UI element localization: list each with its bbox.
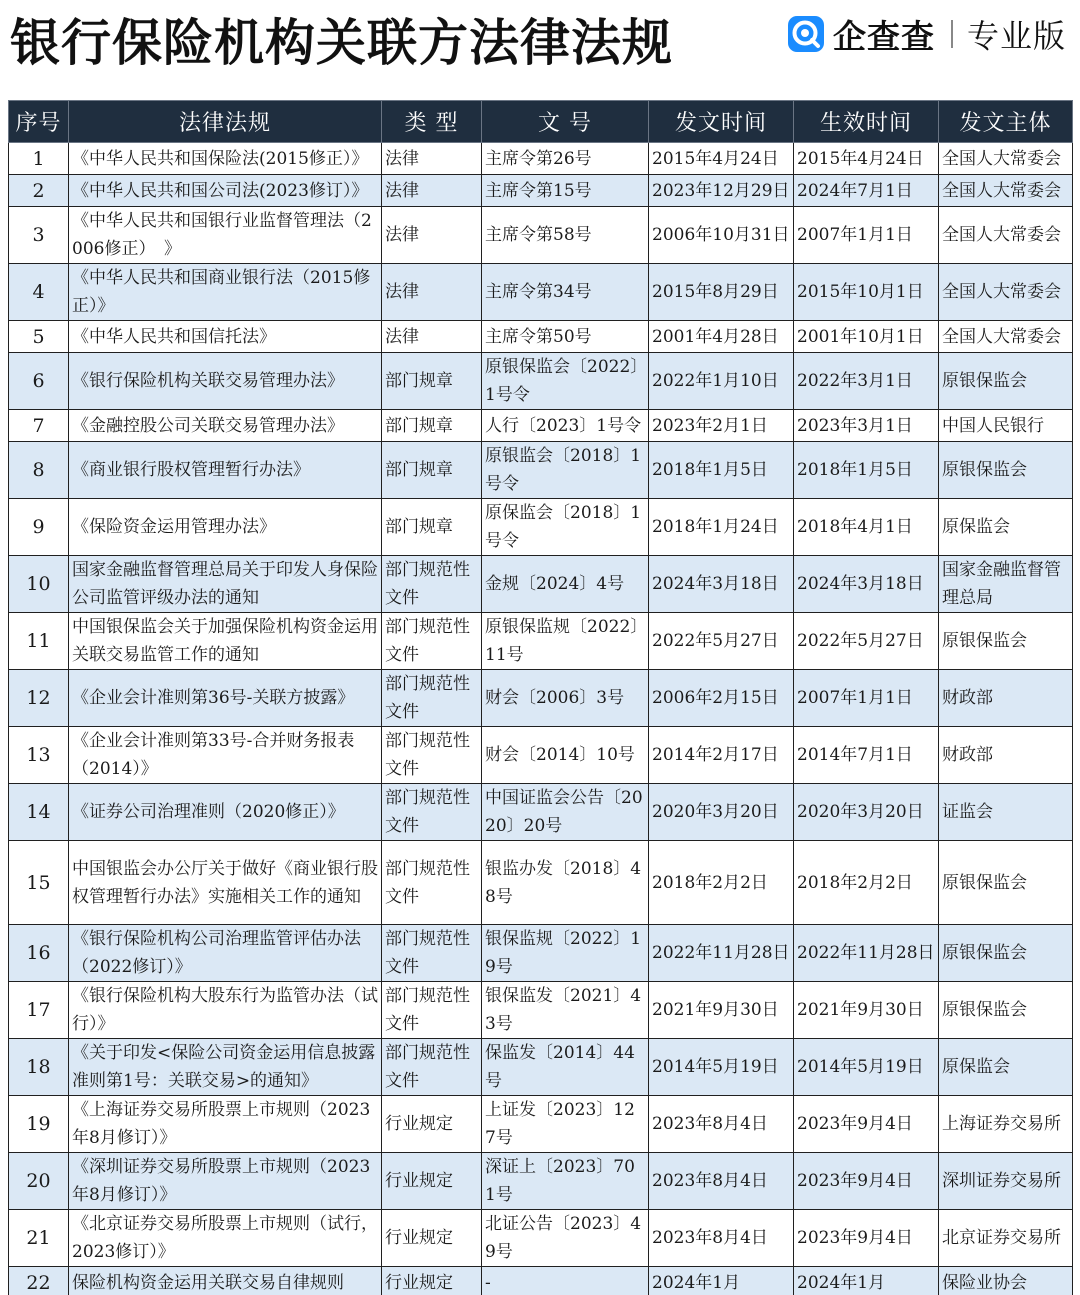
cell-effective-date: 2022年5月27日: [794, 613, 939, 670]
cell-no: 1: [9, 143, 69, 175]
table-row: [9, 982, 1073, 1039]
cell-issuer: 全国人大常委会: [939, 321, 1073, 353]
table-row: [9, 1267, 1073, 1295]
cell-no: 20: [9, 1153, 69, 1210]
cell-doc-number: 银保监规〔2022〕19号: [482, 925, 649, 982]
table-row: [9, 841, 1073, 925]
table-row: [9, 1153, 1073, 1210]
cell-doc-number: 原银保监会〔2022〕1号令: [482, 353, 649, 410]
cell-doc-number: 主席令第34号: [482, 264, 649, 321]
cell-effective-date: 2018年2月2日: [794, 841, 939, 925]
cell-issue-date: 2018年2月2日: [649, 841, 794, 925]
table-row: [9, 207, 1073, 264]
cell-doc-number: 银监办发〔2018〕48号: [482, 841, 649, 925]
cell-issuer: 原保监会: [939, 1039, 1073, 1096]
table-row: [9, 784, 1073, 841]
cell-type: 部门规范性文件: [382, 982, 482, 1039]
cell-issuer: 原银保监会: [939, 925, 1073, 982]
cell-issuer: 原保监会: [939, 499, 1073, 556]
cell-issue-date: 2015年8月29日: [649, 264, 794, 321]
table-header-row: [9, 101, 1073, 143]
cell-issuer: 证监会: [939, 784, 1073, 841]
cell-no: 19: [9, 1096, 69, 1153]
cell-no: 2: [9, 175, 69, 207]
cell-law: 《银行保险机构大股东行为监管办法（试行）》: [69, 982, 382, 1039]
cell-type: 部门规范性文件: [382, 784, 482, 841]
cell-issuer: 原银保监会: [939, 442, 1073, 499]
cell-law: 《企业会计准则第33号-合并财务报表（2014）》: [69, 727, 382, 784]
cell-effective-date: 2007年1月1日: [794, 207, 939, 264]
cell-no: 16: [9, 925, 69, 982]
cell-issuer: 北京证券交易所: [939, 1210, 1073, 1267]
column-header-law: 法律法规: [69, 101, 382, 143]
table-row: [9, 1039, 1073, 1096]
cell-issue-date: 2020年3月20日: [649, 784, 794, 841]
cell-doc-number: 原银监会〔2018〕1号令: [482, 442, 649, 499]
cell-type: 部门规范性文件: [382, 727, 482, 784]
cell-type: 部门规范性文件: [382, 841, 482, 925]
cell-type: 部门规章: [382, 410, 482, 442]
cell-doc-number: 中国证监会公告〔2020〕20号: [482, 784, 649, 841]
cell-type: 法律: [382, 175, 482, 207]
cell-law: 《深圳证券交易所股票上市规则（2023年8月修订）》: [69, 1153, 382, 1210]
cell-law: 《北京证券交易所股票上市规则（试行，2023修订）》: [69, 1210, 382, 1267]
cell-no: 14: [9, 784, 69, 841]
regulations-table-wrapper: [8, 100, 1072, 1295]
cell-law: 《保险资金运用管理办法》: [69, 499, 382, 556]
cell-law: 保险机构资金运用关联交易自律规则: [69, 1267, 382, 1295]
cell-law: 国家金融监督管理总局关于印发人身保险公司监管评级办法的通知: [69, 556, 382, 613]
cell-law: 《企业会计准则第36号-关联方披露》: [69, 670, 382, 727]
cell-issuer: 中国人民银行: [939, 410, 1073, 442]
cell-law: 《商业银行股权管理暂行办法》: [69, 442, 382, 499]
cell-issuer: 深圳证券交易所: [939, 1153, 1073, 1210]
cell-issue-date: 2018年1月24日: [649, 499, 794, 556]
cell-issuer: 原银保监会: [939, 982, 1073, 1039]
cell-type: 部门规范性文件: [382, 1039, 482, 1096]
cell-issue-date: 2022年11月28日: [649, 925, 794, 982]
cell-effective-date: 2023年9月4日: [794, 1153, 939, 1210]
cell-issue-date: 2014年5月19日: [649, 1039, 794, 1096]
cell-type: 行业规定: [382, 1153, 482, 1210]
cell-type: 部门规范性文件: [382, 556, 482, 613]
cell-doc-number: 主席令第26号: [482, 143, 649, 175]
table-row: [9, 925, 1073, 982]
cell-no: 10: [9, 556, 69, 613]
column-header-doc-number: 文 号: [482, 101, 649, 143]
cell-law: 《银行保险机构公司治理监管评估办法（2022修订）》: [69, 925, 382, 982]
column-header-issuer: 发文主体: [939, 101, 1073, 143]
cell-no: 21: [9, 1210, 69, 1267]
cell-issue-date: 2006年10月31日: [649, 207, 794, 264]
table-row: [9, 353, 1073, 410]
table-row: [9, 556, 1073, 613]
cell-issuer: 国家金融监督管理总局: [939, 556, 1073, 613]
cell-effective-date: 2015年4月24日: [794, 143, 939, 175]
page-title: 银行保险机构关联方法律法规: [10, 14, 673, 72]
cell-doc-number: 原保监会〔2018〕1号令: [482, 499, 649, 556]
cell-issue-date: 2015年4月24日: [649, 143, 794, 175]
table-row: [9, 442, 1073, 499]
cell-law: 《中华人民共和国公司法(2023修订）》: [69, 175, 382, 207]
cell-effective-date: 2024年1月: [794, 1267, 939, 1295]
cell-law: 《上海证券交易所股票上市规则（2023年8月修订）》: [69, 1096, 382, 1153]
cell-doc-number: 北证公告〔2023〕49号: [482, 1210, 649, 1267]
cell-no: 8: [9, 442, 69, 499]
cell-type: 部门规章: [382, 442, 482, 499]
header: [0, 0, 1080, 100]
cell-issue-date: 2022年5月27日: [649, 613, 794, 670]
column-header-issue-date: 发文时间: [649, 101, 794, 143]
table-row: [9, 321, 1073, 353]
cell-effective-date: 2023年3月1日: [794, 410, 939, 442]
brand-name: 企查查: [832, 16, 935, 56]
cell-law: 《中华人民共和国商业银行法（2015修正）》: [69, 264, 382, 321]
cell-effective-date: 2022年11月28日: [794, 925, 939, 982]
cell-law: 《关于印发<保险公司资金运用信息披露准则第1号：关联交易>的通知》: [69, 1039, 382, 1096]
cell-no: 13: [9, 727, 69, 784]
cell-issue-date: 2006年2月15日: [649, 670, 794, 727]
table-row: [9, 1096, 1073, 1153]
cell-law: 《中华人民共和国保险法(2015修正）》: [69, 143, 382, 175]
column-header-effective-date: 生效时间: [794, 101, 939, 143]
cell-issuer: 全国人大常委会: [939, 143, 1073, 175]
cell-doc-number: 深证上〔2023〕701号: [482, 1153, 649, 1210]
cell-doc-number: 财会〔2014〕10号: [482, 727, 649, 784]
cell-issue-date: 2024年1月: [649, 1267, 794, 1295]
cell-doc-number: 保监发〔2014〕44号: [482, 1039, 649, 1096]
cell-no: 7: [9, 410, 69, 442]
cell-no: 9: [9, 499, 69, 556]
cell-no: 3: [9, 207, 69, 264]
cell-no: 6: [9, 353, 69, 410]
cell-issue-date: 2023年8月4日: [649, 1153, 794, 1210]
cell-issuer: 上海证券交易所: [939, 1096, 1073, 1153]
brand: [787, 10, 1066, 58]
cell-type: 法律: [382, 143, 482, 175]
table-row: [9, 727, 1073, 784]
cell-law: 《金融控股公司关联交易管理办法》: [69, 410, 382, 442]
cell-effective-date: 2018年4月1日: [794, 499, 939, 556]
cell-issuer: 全国人大常委会: [939, 175, 1073, 207]
brand-edition: 专业版: [966, 17, 1066, 55]
table-row: [9, 613, 1073, 670]
cell-no: 17: [9, 982, 69, 1039]
cell-law: 《中华人民共和国信托法》: [69, 321, 382, 353]
cell-no: 12: [9, 670, 69, 727]
cell-no: 22: [9, 1267, 69, 1295]
cell-law: 《证券公司治理准则（2020修正）》: [69, 784, 382, 841]
cell-issuer: 财政部: [939, 670, 1073, 727]
cell-effective-date: 2015年10月1日: [794, 264, 939, 321]
table-row: [9, 670, 1073, 727]
column-header-no: 序号: [9, 101, 69, 143]
cell-type: 部门规章: [382, 499, 482, 556]
cell-doc-number: 金规〔2024〕4号: [482, 556, 649, 613]
cell-issue-date: 2023年8月4日: [649, 1096, 794, 1153]
table-row: [9, 499, 1073, 556]
cell-type: 法律: [382, 207, 482, 264]
cell-law: 《银行保险机构关联交易管理办法》: [69, 353, 382, 410]
cell-issue-date: 2023年12月29日: [649, 175, 794, 207]
cell-doc-number: 上证发〔2023〕127号: [482, 1096, 649, 1153]
column-header-type: 类 型: [382, 101, 482, 143]
cell-issue-date: 2023年2月1日: [649, 410, 794, 442]
cell-issue-date: 2001年4月28日: [649, 321, 794, 353]
cell-doc-number: 人行〔2023〕1号令: [482, 410, 649, 442]
cell-issuer: 保险业协会: [939, 1267, 1073, 1295]
cell-type: 部门规范性文件: [382, 613, 482, 670]
cell-effective-date: 2021年9月30日: [794, 982, 939, 1039]
cell-issue-date: 2021年9月30日: [649, 982, 794, 1039]
cell-no: 4: [9, 264, 69, 321]
cell-effective-date: 2001年10月1日: [794, 321, 939, 353]
cell-doc-number: 主席令第58号: [482, 207, 649, 264]
cell-type: 行业规定: [382, 1096, 482, 1153]
cell-doc-number: 银保监发〔2021〕43号: [482, 982, 649, 1039]
table-row: [9, 143, 1073, 175]
cell-issuer: 原银保监会: [939, 841, 1073, 925]
table-row: [9, 175, 1073, 207]
cell-no: 15: [9, 841, 69, 925]
cell-issuer: 原银保监会: [939, 613, 1073, 670]
table-row: [9, 410, 1073, 442]
cell-no: 18: [9, 1039, 69, 1096]
cell-type: 法律: [382, 264, 482, 321]
cell-type: 行业规定: [382, 1210, 482, 1267]
cell-doc-number: 主席令第15号: [482, 175, 649, 207]
qichacha-logo-icon: [787, 15, 825, 53]
cell-law: 《中华人民共和国银行业监督管理法（2006修正） 》: [69, 207, 382, 264]
cell-issue-date: 2024年3月18日: [649, 556, 794, 613]
cell-issuer: 全国人大常委会: [939, 207, 1073, 264]
cell-issue-date: 2022年1月10日: [649, 353, 794, 410]
cell-law: 中国银监会办公厅关于做好《商业银行股权管理暂行办法》实施相关工作的通知: [69, 841, 382, 925]
cell-doc-number: -: [482, 1267, 649, 1295]
cell-effective-date: 2014年7月1日: [794, 727, 939, 784]
cell-effective-date: 2020年3月20日: [794, 784, 939, 841]
cell-issue-date: 2023年8月4日: [649, 1210, 794, 1267]
cell-effective-date: 2014年5月19日: [794, 1039, 939, 1096]
cell-effective-date: 2024年7月1日: [794, 175, 939, 207]
cell-type: 部门规范性文件: [382, 925, 482, 982]
cell-effective-date: 2023年9月4日: [794, 1096, 939, 1153]
cell-type: 部门规章: [382, 353, 482, 410]
cell-effective-date: 2024年3月18日: [794, 556, 939, 613]
cell-type: 部门规范性文件: [382, 670, 482, 727]
brand-divider: [951, 20, 953, 48]
cell-issuer: 全国人大常委会: [939, 264, 1073, 321]
cell-type: 行业规定: [382, 1267, 482, 1295]
cell-effective-date: 2007年1月1日: [794, 670, 939, 727]
cell-issuer: 财政部: [939, 727, 1073, 784]
cell-effective-date: 2018年1月5日: [794, 442, 939, 499]
cell-issue-date: 2018年1月5日: [649, 442, 794, 499]
cell-no: 11: [9, 613, 69, 670]
cell-law: 中国银保监会关于加强保险机构资金运用关联交易监管工作的通知: [69, 613, 382, 670]
cell-effective-date: 2022年3月1日: [794, 353, 939, 410]
table-body: [9, 143, 1073, 1295]
table-row: [9, 264, 1073, 321]
cell-no: 5: [9, 321, 69, 353]
table-row: [9, 1210, 1073, 1267]
cell-effective-date: 2023年9月4日: [794, 1210, 939, 1267]
cell-doc-number: 财会〔2006〕3号: [482, 670, 649, 727]
cell-doc-number: 原银保监规〔2022〕11号: [482, 613, 649, 670]
cell-type: 法律: [382, 321, 482, 353]
cell-doc-number: 主席令第50号: [482, 321, 649, 353]
cell-issuer: 原银保监会: [939, 353, 1073, 410]
cell-issue-date: 2014年2月17日: [649, 727, 794, 784]
regulations-table: [8, 100, 1073, 1295]
